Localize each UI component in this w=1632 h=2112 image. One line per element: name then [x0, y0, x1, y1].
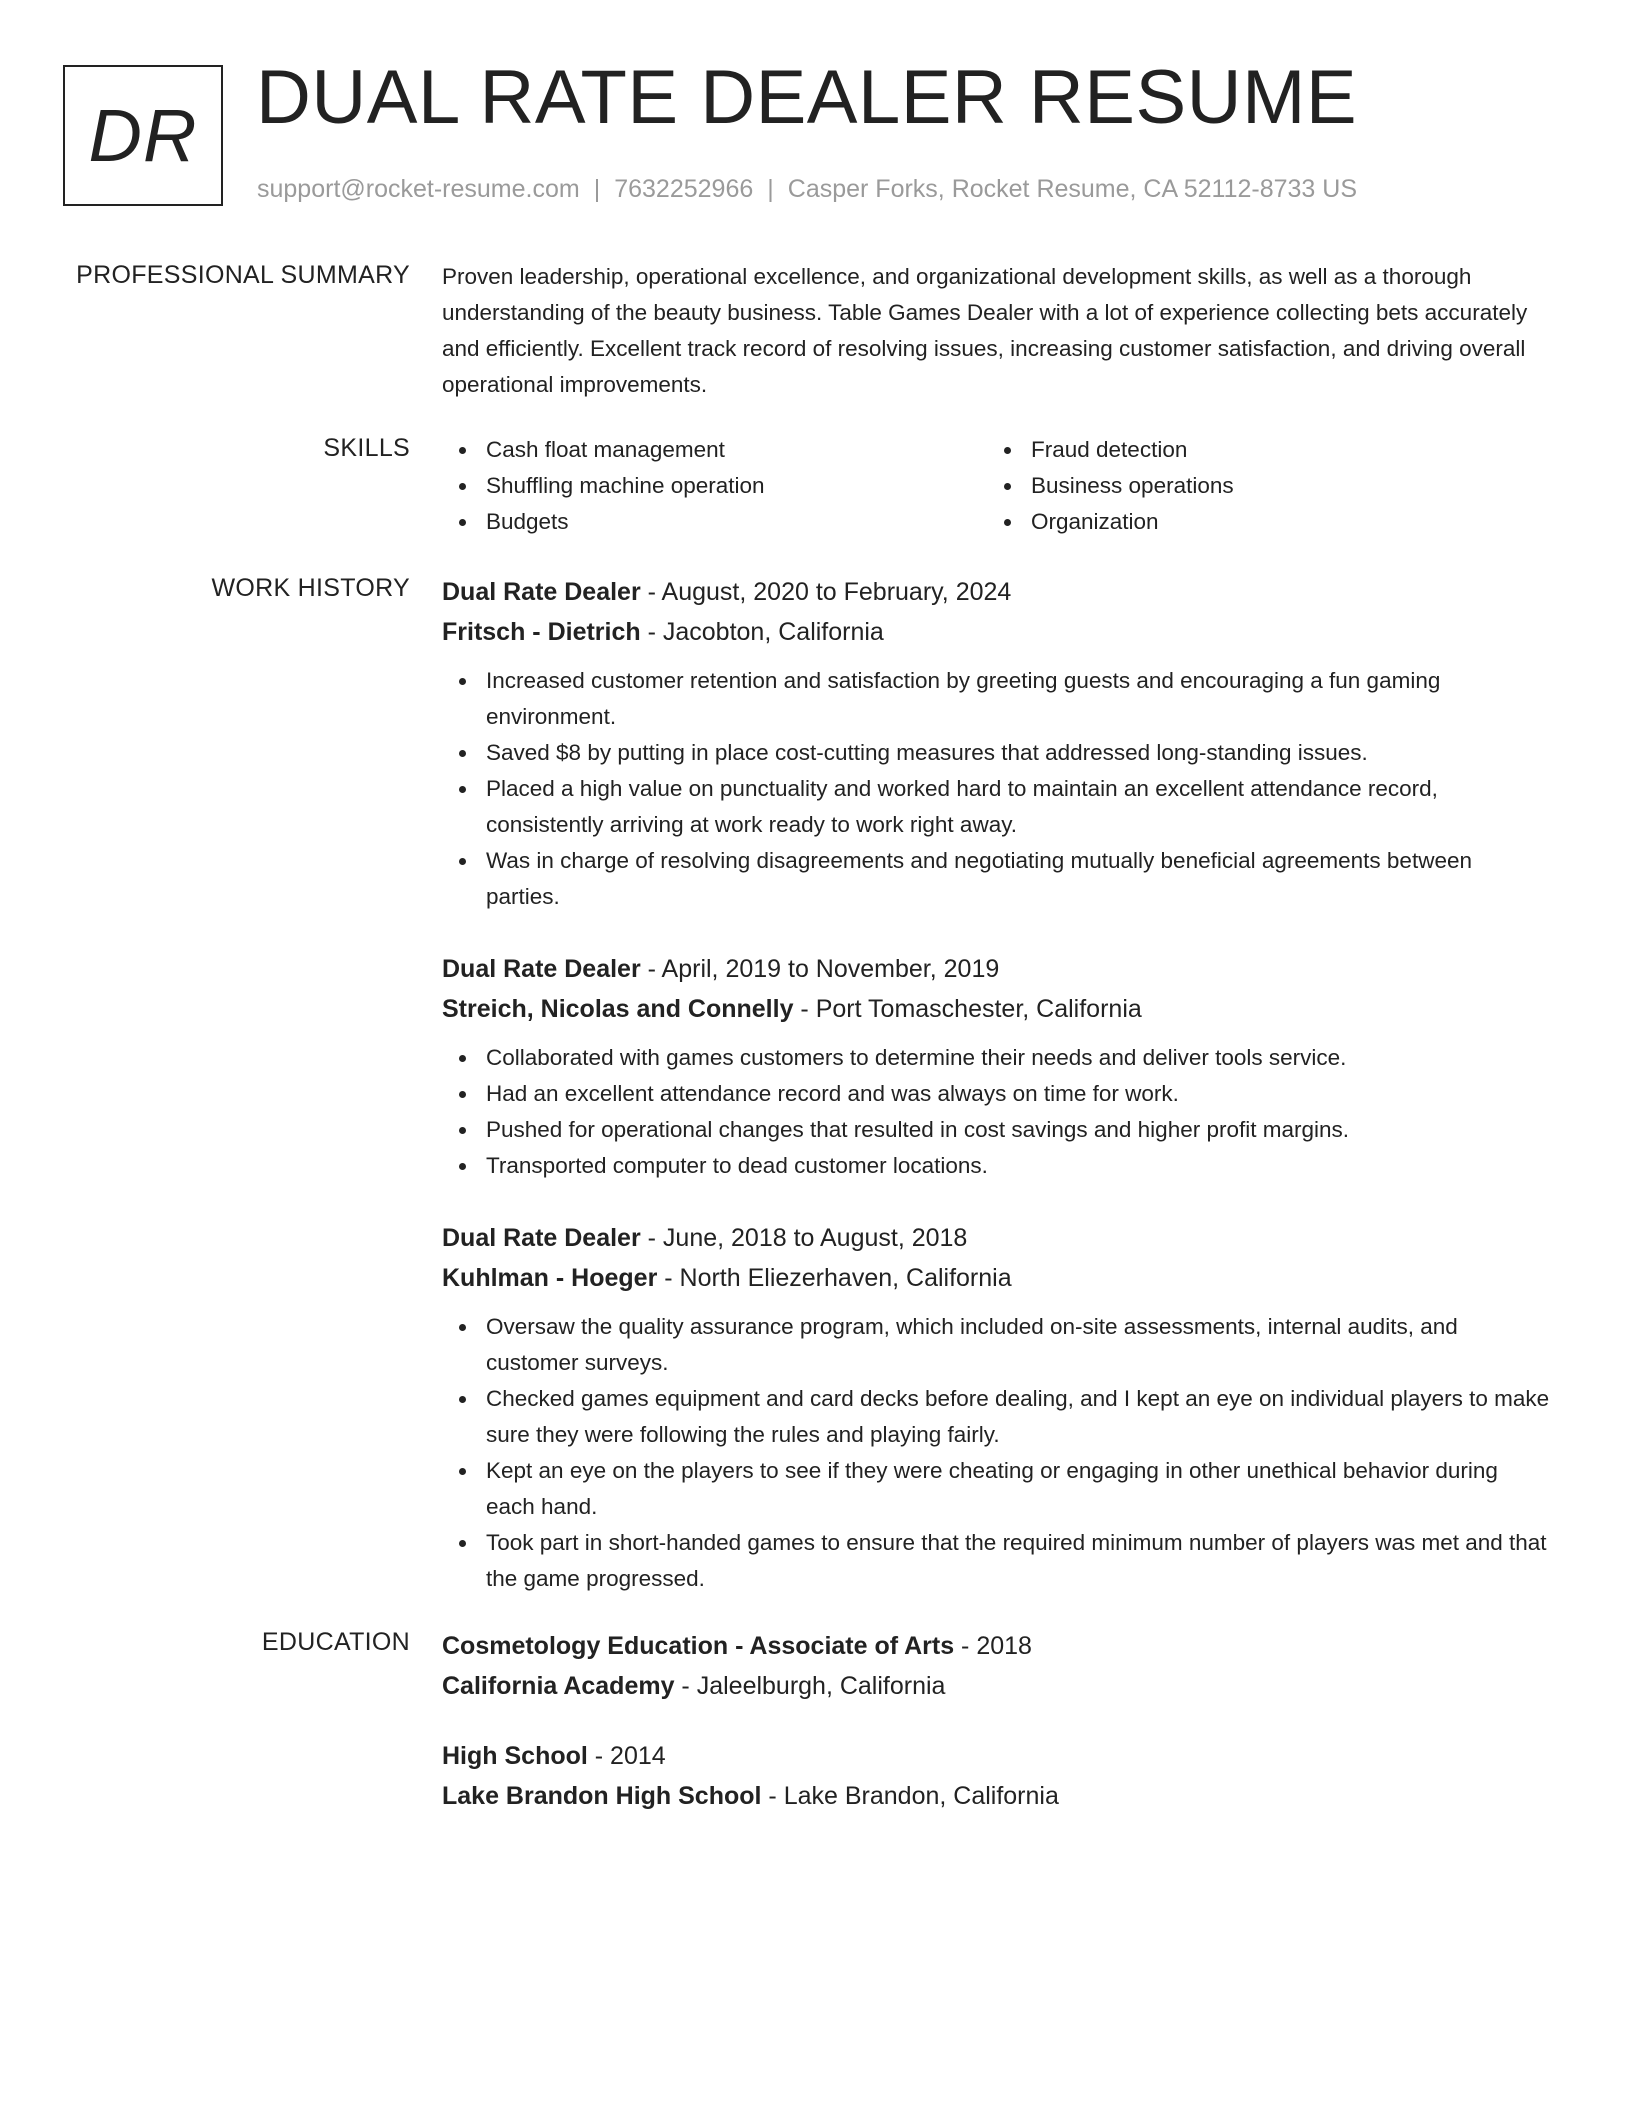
- skill-item: Budgets: [442, 504, 987, 540]
- phone-text: 7632252966: [614, 175, 754, 203]
- job-bullet: Transported computer to dead customer locations.: [442, 1148, 1552, 1184]
- job-bullet: Took part in short-handed games to ensure that the required minimum number of players was met and that the game progressed.: [442, 1525, 1552, 1597]
- section-label-education: EDUCATION: [261, 1628, 410, 1656]
- skill-item: Business operations: [987, 468, 1532, 504]
- job-bullet: Pushed for operational changes that resulted in cost savings and higher profit margins.: [442, 1112, 1552, 1148]
- skill-item: Cash float management: [442, 432, 987, 468]
- education-school-line: [442, 1666, 1552, 1706]
- section-label-work: WORK HISTORY: [211, 574, 410, 602]
- job-company: Streich, Nicolas and Connelly: [442, 995, 794, 1023]
- job-title: Dual Rate Dealer: [442, 578, 641, 606]
- job-bullet: Placed a high value on punctuality and worked hard to maintain an excellent attendance record, consistently arriving at work ready to work right away.: [442, 771, 1552, 843]
- job-title: Dual Rate Dealer: [442, 1224, 641, 1252]
- job-bullet: Checked games equipment and card decks before dealing, and I kept an eye on individual players to make sure they were following the rules and playing fairly.: [442, 1381, 1552, 1453]
- section-label-summary: PROFESSIONAL SUMMARY: [76, 261, 410, 289]
- skills-column-left: [442, 432, 987, 540]
- job-company-line: [442, 989, 1552, 1029]
- resume-title: DUAL RATE DEALER RESUME: [256, 55, 1358, 140]
- job-company-line: [442, 612, 1552, 652]
- job-bullet: Increased customer retention and satisfaction by greeting guests and encouraging a fun gaming environment.: [442, 663, 1552, 735]
- education-entry: [442, 1626, 1552, 1706]
- job-entry: [442, 949, 1552, 1184]
- address-text: Casper Forks, Rocket Resume, CA 52112-8733 US: [787, 175, 1358, 203]
- education-degree-line: [442, 1626, 1552, 1666]
- job-bullet: Kept an eye on the players to see if they were cheating or engaging in other unethical behavior during each hand.: [442, 1453, 1552, 1525]
- job-bullet: Oversaw the quality assurance program, which included on-site assessments, internal audits, and customer surveys.: [442, 1309, 1552, 1381]
- job-title-line: [442, 1218, 1552, 1258]
- education-degree-line: [442, 1736, 1552, 1776]
- job-dates: - April, 2019 to November, 2019: [640, 955, 1000, 983]
- contact-separator: |: [593, 175, 601, 203]
- skill-item: Shuffling machine operation: [442, 468, 987, 504]
- job-location: - Jacobton, California: [640, 618, 884, 646]
- summary-body: [442, 259, 1552, 403]
- job-bullet: Saved $8 by putting in place cost-cutting measures that addressed long-standing issues.: [442, 735, 1552, 771]
- education-entry: [442, 1736, 1552, 1816]
- contact-separator: |: [767, 175, 774, 203]
- contact-line: [257, 174, 1357, 204]
- work-history-body: [442, 572, 1552, 1631]
- job-company: Fritsch - Dietrich: [442, 618, 641, 646]
- education-year: - 2018: [954, 1632, 1032, 1660]
- email-text: support@rocket-resume.com: [257, 175, 580, 203]
- monogram-badge: DR: [63, 65, 223, 206]
- education-degree: Cosmetology Education - Associate of Arts: [442, 1632, 955, 1660]
- education-school-line: [442, 1776, 1552, 1816]
- skill-item: Fraud detection: [987, 432, 1532, 468]
- skills-grid: [442, 432, 1552, 540]
- education-location: - Jaleelburgh, California: [674, 1672, 946, 1700]
- job-entry: [442, 1218, 1552, 1597]
- job-company-line: [442, 1258, 1552, 1298]
- job-bullet: Had an excellent attendance record and was always on time for work.: [442, 1076, 1552, 1112]
- education-body: [442, 1626, 1552, 1846]
- education-school: Lake Brandon High School: [442, 1782, 762, 1810]
- education-location: - Lake Brandon, California: [761, 1782, 1059, 1810]
- job-title: Dual Rate Dealer: [442, 955, 641, 983]
- job-entry: [442, 572, 1552, 915]
- job-bullet: Was in charge of resolving disagreements and negotiating mutually beneficial agreements between parties.: [442, 843, 1552, 915]
- education-degree: High School: [442, 1742, 588, 1770]
- skill-item: Organization: [987, 504, 1532, 540]
- job-dates: - June, 2018 to August, 2018: [640, 1224, 968, 1252]
- education-school: California Academy: [442, 1672, 675, 1700]
- job-company: Kuhlman - Hoeger: [442, 1264, 658, 1292]
- job-title-line: [442, 572, 1552, 612]
- job-location: - Port Tomaschester, California: [793, 995, 1142, 1023]
- job-dates: - August, 2020 to February, 2024: [640, 578, 1012, 606]
- job-title-line: [442, 949, 1552, 989]
- section-label-skills: SKILLS: [323, 434, 410, 462]
- summary-text: Proven leadership, operational excellence, and organizational development skills, as well as a thorough understanding of the beauty business. Table Games Dealer with a lot of experience collecting bets accurately and efficiently. Excellent track record of resolving issues, increasing customer satisfaction, and driving overall operational improvements.: [442, 264, 1528, 397]
- job-location: - North Eliezerhaven, California: [657, 1264, 1012, 1292]
- skills-column-right: [987, 432, 1532, 540]
- education-year: - 2014: [587, 1742, 666, 1770]
- job-bullet: Collaborated with games customers to determine their needs and deliver tools service.: [442, 1040, 1552, 1076]
